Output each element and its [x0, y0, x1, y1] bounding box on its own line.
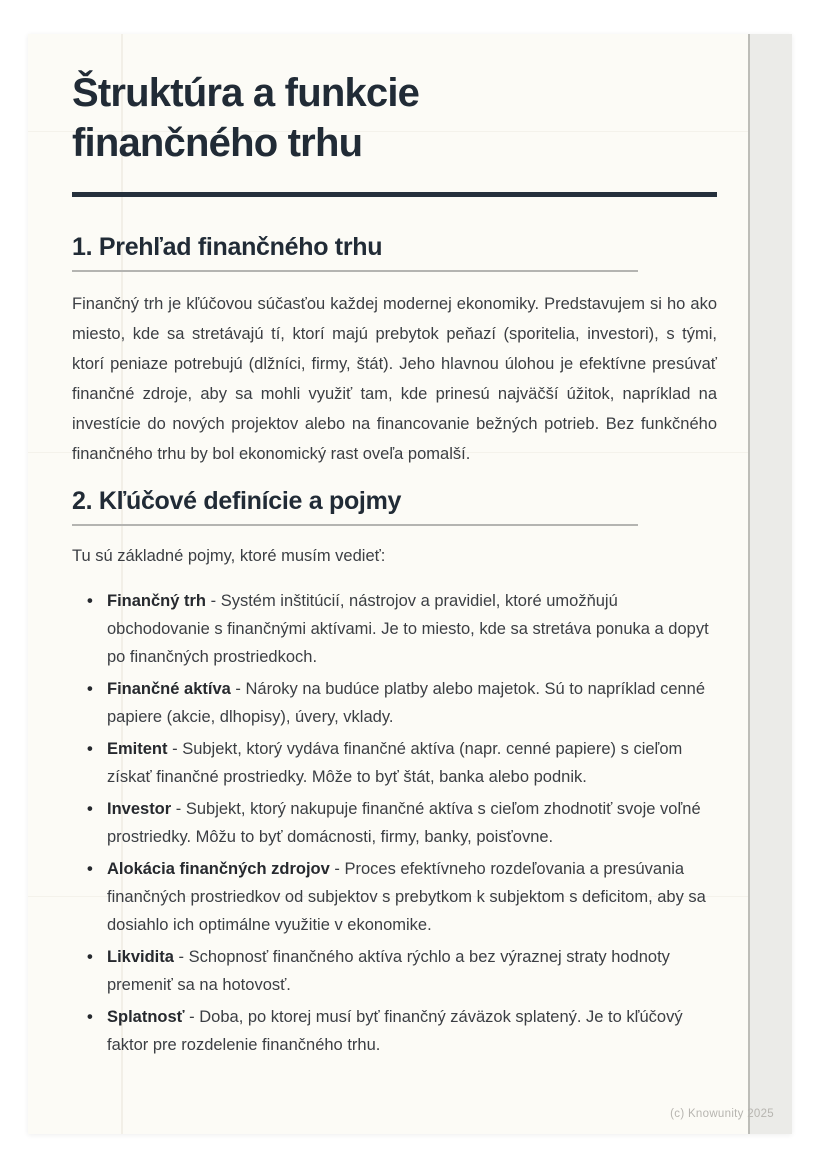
- definition-text: Proces efektívneho rozdeľovania a presúvania finančných prostriedkov od subjektov s prebytkom k subjektom s deficitom, aby sa dosiahlo ich optimálne využitie v ekonomike.: [107, 860, 706, 934]
- section-definitions: [72, 485, 717, 1059]
- term-separator: -: [167, 740, 183, 758]
- copyright-text: (c) Knowunity 2025: [670, 1108, 774, 1120]
- term-separator: -: [171, 800, 186, 818]
- definition-text: Subjekt, ktorý vydáva finančné aktíva (napr. cenné papiere) s cieľom získať finančné prostriedky. Môže to byť štát, banka alebo podnik.: [107, 740, 683, 786]
- definition-item: [107, 1003, 717, 1059]
- definitions-list: [72, 587, 717, 1059]
- section-overview: [72, 231, 717, 469]
- section-1-divider: [72, 270, 638, 272]
- definition-item: [107, 855, 717, 939]
- term-separator: -: [184, 1008, 200, 1026]
- term-label: Emitent: [107, 740, 168, 758]
- section-2-heading: 2. Kľúčové definície a pojmy: [72, 487, 402, 515]
- definition-item: [107, 675, 717, 731]
- term-label: Splatnosť: [107, 1008, 185, 1026]
- term-separator: -: [329, 860, 345, 878]
- section-2-divider: [72, 524, 638, 526]
- definition-item: [107, 735, 717, 791]
- definition-item: [107, 795, 717, 851]
- page-title: Štruktúra a funkcie finančného trhu: [72, 71, 420, 165]
- definition-text: Nároky na budúce platby alebo majetok. Sú to napríklad cenné papiere (akcie, dlhopisy), úvery, vklady.: [107, 680, 706, 726]
- section-1-paragraph: Finančný trh je kľúčovou súčasťou každej modernej ekonomiky. Predstavujem si ho ako miesto, kde sa stretávajú tí, ktorí majú prebytok peňazí (sporitelia, investori), s tými, ktorí peniaze potrebujú (dlžníci, firmy, štát). Jeho hlavnou úlohou je efektívne presúvať finančné zdroje, aby sa mohli využiť tam, kde prinesú najväčší úžitok, napríklad na investície do nových projektov alebo na financovanie bežných potrieb. Bez funkčného finančného trhu by bol ekonomický rast oveľa pomalší.: [72, 295, 717, 463]
- definition-text: Schopnosť finančného aktíva rýchlo a bez výraznej straty hodnoty premeniť sa na hotovosť.: [107, 948, 670, 994]
- term-separator: -: [230, 680, 246, 698]
- definition-text: Systém inštitúcií, nástrojov a pravidiel, ktoré umožňujú obchodovanie s finančnými aktívami. Je to miesto, kde sa stretáva ponuka a dopyt po finančných prostriedkoch.: [107, 592, 709, 666]
- definition-item: [107, 587, 717, 671]
- term-label: Alokácia finančných zdrojov: [107, 860, 330, 878]
- page-content: [28, 34, 792, 1059]
- definitions-intro: Tu sú základné pojmy, ktoré musím vedieť:: [72, 547, 386, 565]
- term-label: Finančný trh: [107, 592, 207, 610]
- definition-text: Subjekt, ktorý nakupuje finančné aktíva s cieľom zhodnotiť svoje voľné prostriedky. Môžu to byť domácnosti, firmy, banky, poisťovne.: [107, 800, 701, 846]
- section-1-heading: 1. Prehľad finančného trhu: [72, 233, 383, 261]
- definition-item: [107, 943, 717, 999]
- term-label: Likvidita: [107, 948, 174, 966]
- term-label: Finančné aktíva: [107, 680, 231, 698]
- title-divider: [72, 192, 717, 197]
- term-label: Investor: [107, 800, 172, 818]
- definition-text: Doba, po ktorej musí byť finančný záväzok splatený. Je to kľúčový faktor pre rozdelenie finančného trhu.: [107, 1008, 683, 1054]
- term-separator: -: [206, 592, 221, 610]
- document-page: [28, 34, 792, 1134]
- term-separator: -: [173, 948, 189, 966]
